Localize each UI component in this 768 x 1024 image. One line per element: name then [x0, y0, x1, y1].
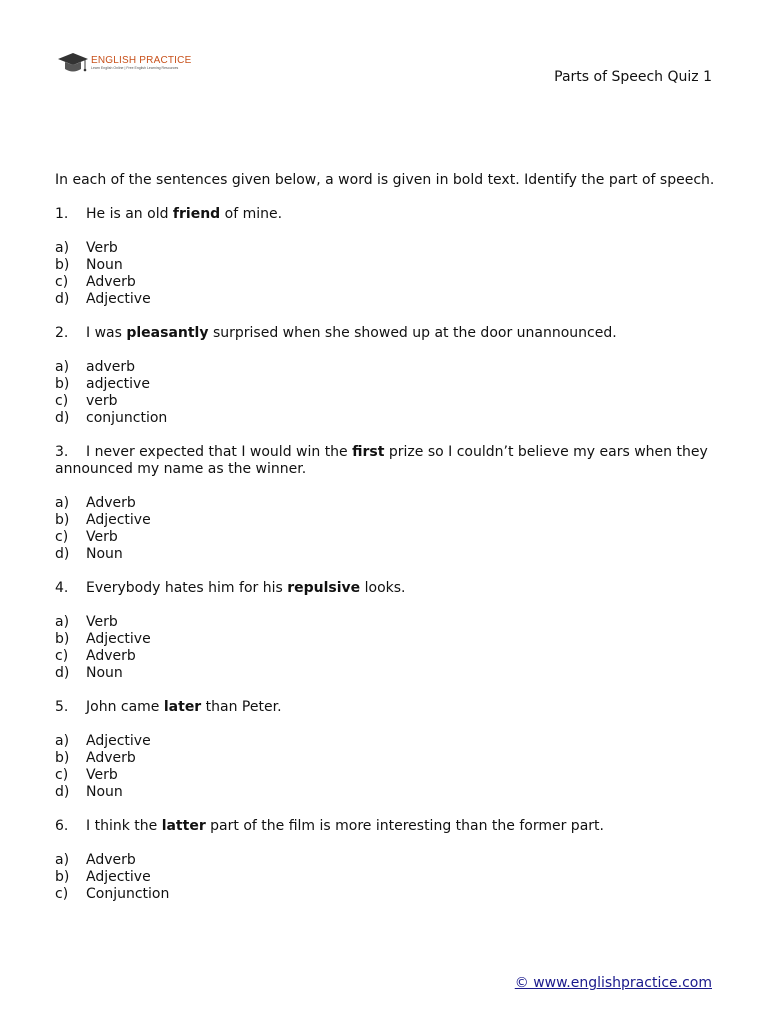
question-number: 2.	[55, 325, 69, 341]
question-number: 4.	[55, 580, 69, 596]
question-number: 1.	[55, 206, 69, 222]
option-item	[55, 852, 725, 869]
option-list	[55, 733, 725, 801]
option-item	[55, 869, 725, 886]
option-item	[55, 784, 725, 801]
option-letter: a)	[55, 614, 70, 630]
option-list	[55, 852, 725, 903]
question-text-after: surprised when she showed up at the door unannounced.	[208, 325, 617, 341]
option-letter: c)	[55, 393, 69, 409]
option-letter: a)	[55, 359, 70, 375]
question-text	[55, 325, 725, 342]
option-text: Noun	[86, 257, 123, 273]
option-item	[55, 529, 725, 546]
question-text-before: John came	[86, 699, 164, 715]
option-item	[55, 410, 725, 427]
option-item	[55, 240, 725, 257]
option-letter: c)	[55, 274, 69, 290]
option-text: Adverb	[86, 648, 136, 664]
question-text-before: Everybody hates him for his	[86, 580, 288, 596]
option-list	[55, 240, 725, 308]
question-number: 5.	[55, 699, 69, 715]
option-letter: c)	[55, 648, 69, 664]
question-text-after: than Peter.	[201, 699, 282, 715]
option-item	[55, 750, 725, 767]
option-letter: a)	[55, 852, 70, 868]
question-text	[55, 444, 725, 478]
option-text: Verb	[86, 767, 118, 783]
question-text	[55, 699, 725, 716]
option-text: Verb	[86, 529, 118, 545]
question-text-after: looks.	[360, 580, 406, 596]
option-letter: d)	[55, 784, 70, 800]
question-list	[55, 206, 725, 903]
quiz-content	[55, 172, 725, 920]
option-item	[55, 376, 725, 393]
question-text-before: I think the	[86, 818, 162, 834]
option-item	[55, 648, 725, 665]
question-text	[55, 206, 725, 223]
option-text: Verb	[86, 240, 118, 256]
option-text: Noun	[86, 784, 123, 800]
option-item	[55, 631, 725, 648]
option-letter: c)	[55, 529, 69, 545]
option-item	[55, 359, 725, 376]
question-text-after: part of the film is more interesting than the former part.	[205, 818, 604, 834]
option-item	[55, 614, 725, 631]
option-letter: d)	[55, 546, 70, 562]
question-bold-word: repulsive	[287, 580, 361, 596]
question-bold-word: latter	[161, 818, 206, 834]
question-6	[55, 818, 725, 903]
option-item	[55, 495, 725, 512]
brand-name: ENGLISH PRACTICE	[91, 54, 192, 66]
question-bold-word: later	[163, 699, 202, 715]
option-text: Adjective	[86, 291, 151, 307]
question-2	[55, 325, 725, 427]
option-text: Noun	[86, 546, 123, 562]
question-text-before: I was	[86, 325, 127, 341]
option-text: Noun	[86, 665, 123, 681]
option-letter: b)	[55, 869, 70, 885]
question-number: 6.	[55, 818, 69, 834]
option-text: Adverb	[86, 495, 136, 511]
option-letter: c)	[55, 886, 69, 902]
option-letter: b)	[55, 512, 70, 528]
option-letter: c)	[55, 767, 69, 783]
question-bold-word: first	[352, 444, 385, 460]
option-item	[55, 274, 725, 291]
brand-tagline: Learn English Online | Free English Learning Resources	[91, 65, 179, 70]
question-bold-word: friend	[172, 206, 221, 222]
option-text: Conjunction	[86, 886, 170, 902]
footer-website-link[interactable]: © www.englishpractice.com	[514, 975, 712, 991]
option-letter: d)	[55, 291, 70, 307]
option-item	[55, 665, 725, 682]
option-item	[55, 767, 725, 784]
option-text: adverb	[86, 359, 136, 375]
option-item	[55, 393, 725, 410]
option-letter: b)	[55, 750, 70, 766]
option-item	[55, 291, 725, 308]
option-text: conjunction	[86, 410, 168, 426]
option-item	[55, 512, 725, 529]
option-list	[55, 614, 725, 682]
question-text-after: prize so I couldn’t believe my ears when they announced my name as the winner.	[55, 444, 708, 477]
option-item	[55, 733, 725, 750]
brand-logo	[57, 50, 191, 76]
option-text: Adjective	[86, 869, 151, 885]
question-5	[55, 699, 725, 801]
option-letter: d)	[55, 665, 70, 681]
question-4	[55, 580, 725, 682]
option-item	[55, 257, 725, 274]
question-number: 3.	[55, 444, 69, 460]
option-text: Adjective	[86, 733, 151, 749]
option-list	[55, 495, 725, 563]
question-1	[55, 206, 725, 308]
option-letter: a)	[55, 240, 70, 256]
question-text-before: He is an old	[86, 206, 173, 222]
question-3	[55, 444, 725, 563]
option-text: adjective	[86, 376, 150, 392]
question-text-before: I never expected that I would win the	[86, 444, 353, 460]
option-item	[55, 546, 725, 563]
question-text	[55, 580, 725, 597]
option-list	[55, 359, 725, 427]
question-bold-word: pleasantly	[126, 325, 209, 341]
graduation-cap-icon	[57, 50, 89, 76]
option-text: Adverb	[86, 750, 136, 766]
question-text-after: of mine.	[220, 206, 283, 222]
instructions: In each of the sentences given below, a word is given in bold text. Identify the part of speech.	[55, 172, 715, 188]
option-letter: d)	[55, 410, 70, 426]
option-letter: b)	[55, 376, 70, 392]
option-text: Adverb	[86, 852, 136, 868]
option-text: verb	[86, 393, 118, 409]
option-letter: b)	[55, 631, 70, 647]
question-text	[55, 818, 725, 835]
quiz-title: Parts of Speech Quiz 1	[554, 69, 712, 85]
option-item	[55, 886, 725, 903]
option-letter: a)	[55, 495, 70, 511]
option-text: Adjective	[86, 631, 151, 647]
option-text: Adjective	[86, 512, 151, 528]
option-letter: b)	[55, 257, 70, 273]
option-text: Adverb	[86, 274, 136, 290]
option-text: Verb	[86, 614, 118, 630]
option-letter: a)	[55, 733, 70, 749]
